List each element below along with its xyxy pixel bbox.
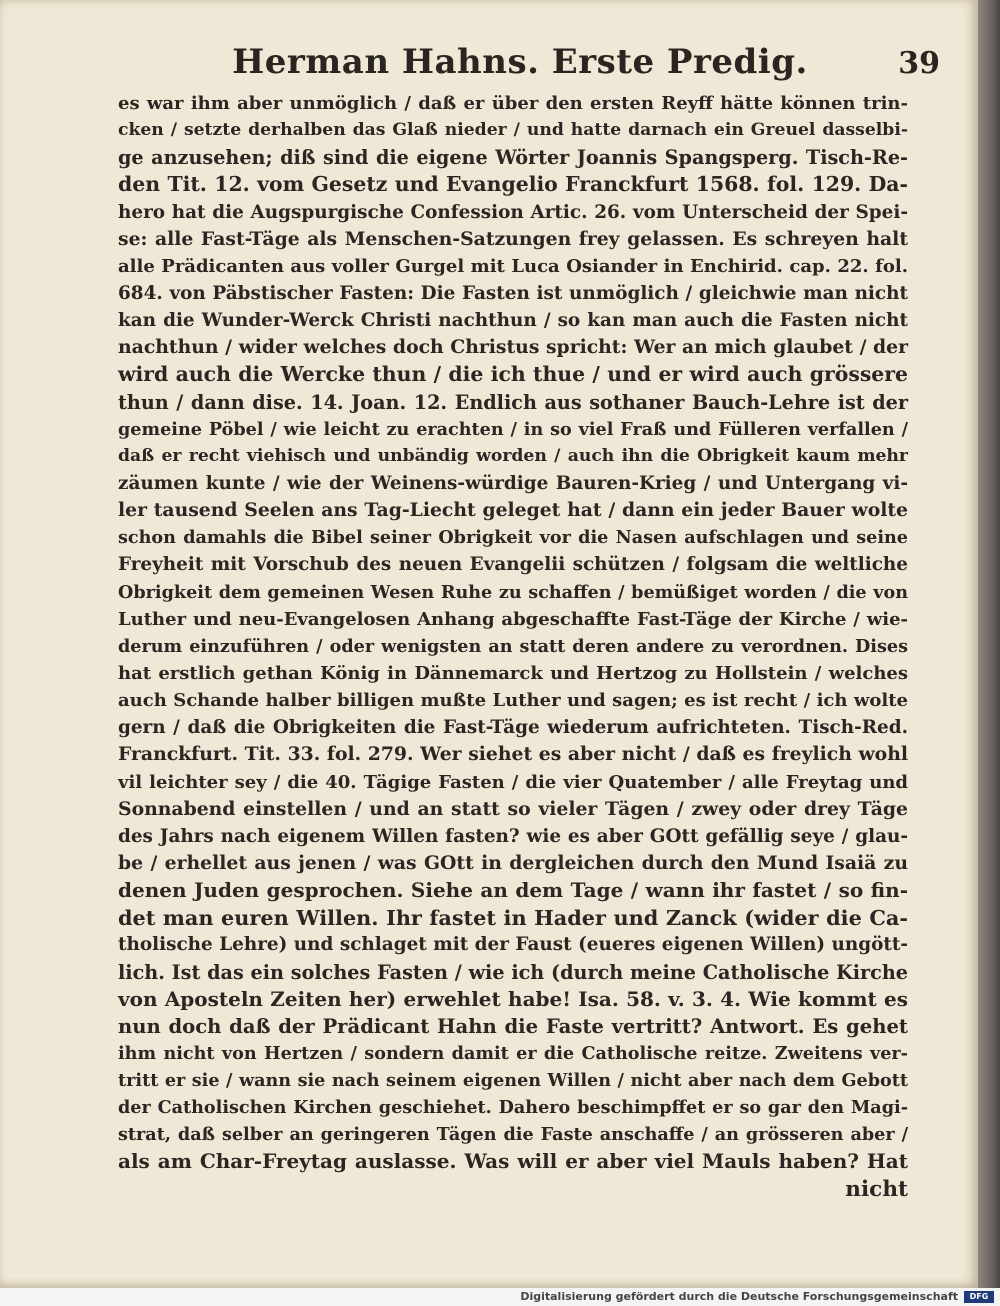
text-line: thun / dann dise. 14. Joan. 12. Endlich aus sothaner Bauch-Lehre ist der	[118, 390, 908, 414]
text-line: nun doch daß der Prädicant Hahn die Faste vertritt? Antwort. Es gehet	[118, 1014, 908, 1038]
text-line: hero hat die Augspurgische Confession Artic. 26. vom Unterscheid der Spei-	[118, 201, 908, 223]
text-line: tholische Lehre) und schlaget mit der Faust (eueres eigenen Willen) ungött-	[118, 934, 908, 956]
page-number: 39	[898, 46, 940, 81]
text-line: tritt er sie / wann sie nach seinem eigenen Willen / nicht aber nach dem Gebott	[118, 1070, 908, 1092]
text-line: ler tausend Seelen ans Tag-Liecht geleget hat / dann ein jeder Bauer wolte	[118, 499, 908, 522]
body-text	[118, 90, 908, 1203]
dfg-logo: DFG	[964, 1291, 994, 1303]
footer-bar	[0, 1288, 1000, 1306]
text-line: als am Char-Freytag auslasse. Was will er aber viel Mauls haben? Hat	[118, 1149, 908, 1174]
text-line: lich. Ist das ein solches Fasten / wie ich (durch meine Catholische Kirche	[118, 960, 908, 984]
text-line: kan die Wunder-Werck Christi nachthun / so kan man auch die Fasten nicht	[118, 310, 908, 332]
text-line: von Aposteln Zeiten her) erwehlet habe! Isa. 58. v. 3. 4. Wie kommt es	[118, 986, 908, 1011]
text-line: schon damahls die Bibel seiner Obrigkeit vor die Nasen aufschlagen und seine	[118, 527, 908, 549]
text-line: gemeine Pöbel / wie leicht zu erachten / in so viel Fraß und Fülleren verfallen /	[118, 418, 908, 440]
text-line: derum einzuführen / oder wenigsten an statt deren andere zu verordnen. Dises	[118, 635, 908, 657]
text-line: cken / setzte derhalben das Glaß nieder / und hatte darnach ein Greuel dasselbi-	[118, 120, 908, 141]
text-line: Franckfurt. Tit. 33. fol. 279. Wer siehet es aber nicht / daß es freylich wohl	[118, 743, 908, 766]
text-line: gern / daß die Obrigkeiten die Fast-Täge wiederum aufrichteten. Tisch-Red.	[118, 717, 908, 739]
text-line: ge anzusehen; diß sind die eigene Wörter Joannis Spangsperg. Tisch-Re-	[118, 146, 908, 170]
text-line: vil leichter sey / die 40. Tägige Fasten / die vier Quatember / alle Freytag und	[118, 771, 908, 793]
text-line: hat erstlich gethan König in Dännemarck und Hertzog zu Hollstein / welches	[118, 662, 908, 684]
text-line: Obrigkeit dem gemeinen Wesen Ruhe zu schaffen / bemüßiget worden / die von	[118, 581, 908, 603]
text-line: strat, daß selber an geringeren Tägen die Faste anschaffe / an grösseren aber /	[118, 1124, 908, 1146]
text-line: nachthun / wider welches doch Christus spricht: Wer an mich glaubet / der	[118, 336, 908, 359]
text-line: ihm nicht von Hertzen / sondern damit er die Catholische reitze. Zweitens ver-	[118, 1042, 908, 1064]
text-line: zäumen kunte / wie der Weinens-würdige Bauren-Krieg / und Untergang vi-	[118, 472, 908, 494]
text-line: denen Juden gesprochen. Siehe an dem Tage / wann ihr fastet / so fin-	[118, 878, 908, 903]
text-line: des Jahrs nach eigenem Willen fasten? wie es aber GOtt gefällig seye / glau-	[118, 825, 908, 847]
text-line: Luther und neu-Evangelosen Anhang abgeschaffte Fast-Täge der Kirche / wie-	[118, 608, 908, 630]
text-line: se: alle Fast-Täge als Menschen-Satzungen frey gelassen. Es schreyen halt	[118, 227, 908, 250]
running-title: Herman Hahns. Erste Predig.	[232, 42, 808, 82]
text-line: alle Prädicanten aus voller Gurgel mit Luca Osiander in Enchirid. cap. 22. fol.	[118, 255, 908, 277]
digitization-credit: Digitalisierung gefördert durch die Deutsche Forschungsgemeinschaft	[520, 1290, 958, 1303]
text-line: Freyheit mit Vorschub des neuen Evangelii schützen / folgsam die weltliche	[118, 554, 908, 576]
text-line: daß er recht viehisch und unbändig worden / auch ihn die Obrigkeit kaum mehr	[118, 445, 908, 466]
page-header	[120, 40, 940, 90]
text-line: auch Schande halber billigen mußte Luther und sagen; es ist recht / ich wolte	[118, 690, 908, 712]
text-line: der Catholischen Kirchen geschiehet. Dahero beschimpffet er so gar den Magi-	[118, 1097, 908, 1119]
catchword: nicht	[845, 1176, 908, 1202]
text-line: Sonnabend einstellen / und an statt so vieler Tägen / zwey oder drey Täge	[118, 797, 908, 820]
page-edge	[978, 0, 1000, 1288]
text-line: be / erhellet aus jenen / was GOtt in dergleichen durch den Mund Isaiä zu	[118, 851, 908, 874]
text-line: wird auch die Wercke thun / die ich thue / und er wird auch grössere	[118, 362, 908, 387]
text-line: den Tit. 12. vom Gesetz und Evangelio Franckfurt 1568. fol. 129. Da-	[118, 172, 908, 197]
text-line: det man euren Willen. Ihr fastet in Hader und Zanck (wider die Ca-	[118, 905, 908, 931]
text-line: es war ihm aber unmöglich / daß er über den ersten Reyff hätte können trin-	[118, 93, 908, 114]
text-line: 684. von Päbstischer Fasten: Die Fasten ist unmöglich / gleichwie man nicht	[118, 282, 908, 304]
